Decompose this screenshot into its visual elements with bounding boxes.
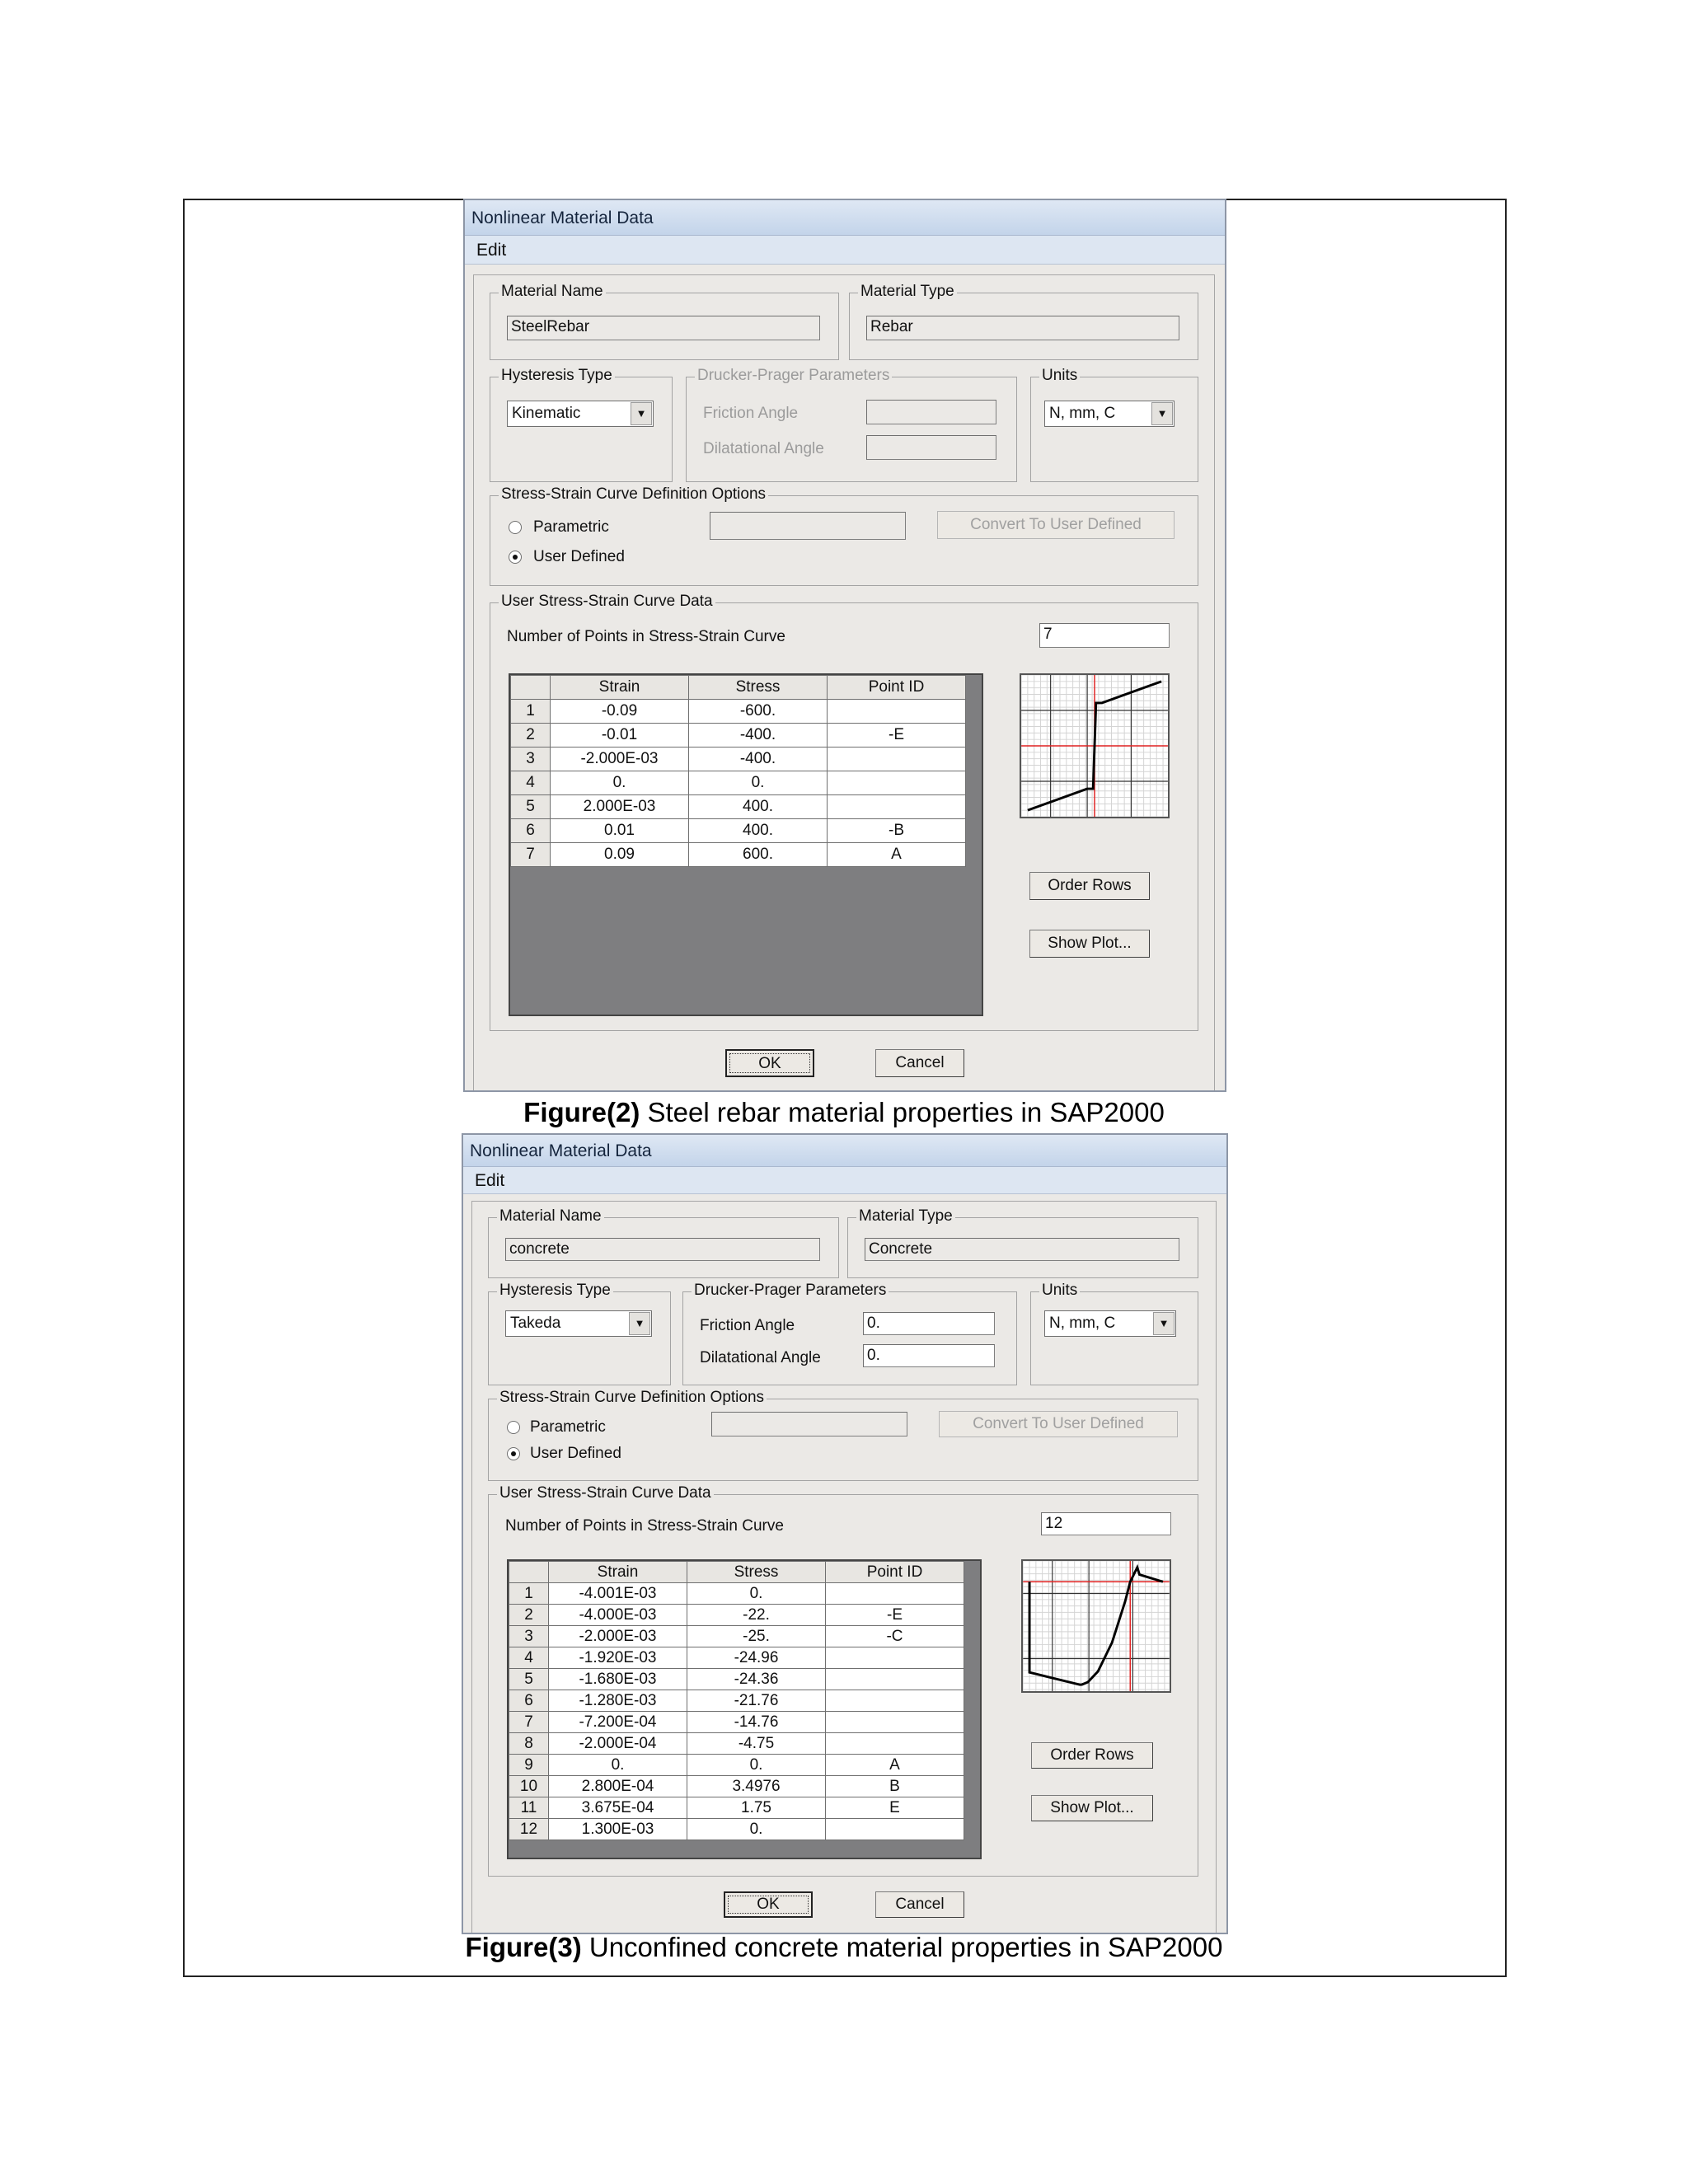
caption-text: Steel rebar material properties in SAP2000: [640, 1097, 1165, 1127]
table-cell[interactable]: -4.75: [687, 1733, 826, 1755]
units-select[interactable]: [1044, 401, 1175, 427]
table-header-row: [509, 1562, 964, 1583]
menu-bar: [463, 1167, 1226, 1194]
chevron-down-icon[interactable]: ▼: [629, 1312, 650, 1335]
material-name-group: [488, 1207, 839, 1278]
row-number-cell: 6: [509, 1690, 549, 1712]
parametric-label: Parametric: [530, 1418, 606, 1436]
chevron-down-icon[interactable]: ▼: [631, 402, 652, 425]
table-cell[interactable]: 1.300E-03: [549, 1819, 687, 1840]
table-header-row: [511, 676, 966, 700]
table-cell[interactable]: A: [826, 1755, 964, 1776]
units-legend: Units: [1039, 367, 1080, 385]
caption-label: Figure(2): [523, 1097, 640, 1127]
table-cell[interactable]: -1.680E-03: [549, 1669, 687, 1690]
table-cell[interactable]: 0.: [687, 1819, 826, 1840]
table-cell[interactable]: -25.: [687, 1626, 826, 1647]
table-row[interactable]: [511, 724, 966, 748]
hysteresis-legend: Hysteresis Type: [499, 367, 615, 385]
column-header: Stress: [687, 1562, 826, 1583]
material-type-legend: Material Type: [858, 283, 957, 301]
table-cell[interactable]: -600.: [689, 700, 828, 724]
material-name-field[interactable]: SteelRebar: [507, 316, 820, 340]
table-cell[interactable]: -2.000E-04: [549, 1733, 687, 1755]
row-number-cell: 4: [509, 1647, 549, 1669]
row-number-cell: 6: [511, 819, 551, 843]
table-cell[interactable]: [826, 1583, 964, 1605]
friction-angle-field[interactable]: 0.: [863, 1312, 995, 1335]
table-cell[interactable]: -E: [826, 1605, 964, 1626]
table-cell[interactable]: -21.76: [687, 1690, 826, 1712]
drucker-prager-legend: Drucker-Prager Parameters: [695, 367, 892, 385]
table-cell[interactable]: -400.: [689, 724, 828, 748]
table-cell[interactable]: 0.09: [551, 843, 689, 867]
table-row[interactable]: [509, 1797, 964, 1819]
column-header: Stress: [689, 676, 828, 700]
row-number-cell: 5: [509, 1669, 549, 1690]
dialog-title: Nonlinear Material Data: [470, 1141, 652, 1160]
menu-edit[interactable]: Edit: [475, 1171, 505, 1190]
parametric-field[interactable]: [711, 1412, 907, 1436]
row-number-cell: 8: [509, 1733, 549, 1755]
table-cell[interactable]: [826, 1647, 964, 1669]
units-select[interactable]: [1044, 1310, 1176, 1337]
table-row[interactable]: [509, 1583, 964, 1605]
curve-data-legend: User Stress-Strain Curve Data: [497, 1484, 714, 1502]
table-row[interactable]: [509, 1819, 964, 1840]
dialog-steel-rebar: [463, 199, 1226, 1092]
units-group: [1030, 367, 1198, 482]
row-number-cell: 7: [509, 1712, 549, 1733]
show-plot-button[interactable]: Show Plot...: [1031, 1795, 1153, 1821]
table-cell[interactable]: -2.000E-03: [551, 748, 689, 771]
convert-to-user-defined-button[interactable]: Convert To User Defined: [937, 511, 1175, 539]
friction-angle-label: Friction Angle: [703, 405, 799, 422]
table-cell[interactable]: 0.: [689, 771, 828, 795]
table-cell[interactable]: [826, 1819, 964, 1840]
cancel-button[interactable]: Cancel: [875, 1049, 964, 1077]
row-number-cell: 1: [509, 1583, 549, 1605]
material-type-group: [847, 1207, 1198, 1278]
table-row[interactable]: [511, 795, 966, 819]
order-rows-button[interactable]: Order Rows: [1029, 872, 1150, 900]
dilatational-angle-field[interactable]: [866, 435, 996, 460]
units-value: N, mm, C: [1049, 1315, 1116, 1332]
table-cell[interactable]: 3.4976: [687, 1776, 826, 1797]
table-cell[interactable]: 400.: [689, 795, 828, 819]
units-legend: Units: [1039, 1282, 1080, 1300]
table-cell[interactable]: -E: [828, 724, 966, 748]
row-number-cell: 3: [511, 748, 551, 771]
parametric-radio[interactable]: [507, 1421, 520, 1434]
material-type-field[interactable]: Concrete: [865, 1238, 1179, 1261]
row-number-cell: 12: [509, 1819, 549, 1840]
dilatational-angle-label: Dilatational Angle: [700, 1349, 821, 1366]
material-type-field[interactable]: Rebar: [866, 316, 1179, 340]
table-corner-cell: [509, 1562, 549, 1583]
table-cell[interactable]: 2.000E-03: [551, 795, 689, 819]
table-cell[interactable]: 0.: [687, 1583, 826, 1605]
row-number-cell: 4: [511, 771, 551, 795]
table-cell[interactable]: [828, 748, 966, 771]
stress-strain-curve: [1029, 1568, 1163, 1685]
curve-options-group: [488, 1389, 1198, 1481]
row-number-cell: 9: [509, 1755, 549, 1776]
chevron-down-icon[interactable]: ▼: [1153, 1312, 1175, 1335]
table-cell[interactable]: [828, 795, 966, 819]
dialog-title: Nonlinear Material Data: [471, 209, 654, 227]
material-name-field[interactable]: concrete: [505, 1238, 820, 1261]
table-cell[interactable]: B: [826, 1776, 964, 1797]
table-cell[interactable]: 0.: [549, 1755, 687, 1776]
row-number-cell: 7: [511, 843, 551, 867]
stress-strain-plot: [1020, 673, 1170, 818]
hysteresis-value: Takeda: [510, 1315, 561, 1332]
menu-edit[interactable]: Edit: [476, 241, 507, 260]
table-cell[interactable]: -B: [828, 819, 966, 843]
material-name-legend: Material Name: [499, 283, 606, 301]
curve-options-group: [490, 485, 1198, 586]
convert-to-user-defined-button[interactable]: Convert To User Defined: [939, 1411, 1178, 1437]
column-header: Point ID: [826, 1562, 964, 1583]
hysteresis-group: [488, 1282, 671, 1385]
points-count-label: Number of Points in Stress-Strain Curve: [507, 628, 785, 645]
curve-data-group: [490, 593, 1198, 1031]
points-count-field[interactable]: 7: [1039, 623, 1170, 648]
hysteresis-value: Kinematic: [512, 405, 581, 422]
table-cell[interactable]: A: [828, 843, 966, 867]
user-defined-label: User Defined: [533, 548, 625, 565]
table-row[interactable]: [509, 1669, 964, 1690]
parametric-radio[interactable]: [509, 521, 522, 534]
table-cell[interactable]: -1.920E-03: [549, 1647, 687, 1669]
table-cell[interactable]: [828, 700, 966, 724]
table-cell[interactable]: -2.000E-03: [549, 1626, 687, 1647]
table-row[interactable]: [509, 1755, 964, 1776]
dilatational-angle-field[interactable]: 0.: [863, 1344, 995, 1367]
dilatational-angle-label: Dilatational Angle: [703, 440, 824, 457]
table-row[interactable]: [511, 843, 966, 867]
table-cell[interactable]: 0.: [551, 771, 689, 795]
caption-label: Figure(3): [465, 1932, 582, 1962]
table-cell[interactable]: [826, 1669, 964, 1690]
user-defined-radio[interactable]: [507, 1447, 520, 1460]
units-group: [1030, 1282, 1198, 1385]
material-name-legend: Material Name: [497, 1207, 604, 1226]
curve-data-group: [488, 1484, 1198, 1877]
table-cell[interactable]: -400.: [689, 748, 828, 771]
table-row[interactable]: [509, 1605, 964, 1626]
table-cell[interactable]: -1.280E-03: [549, 1690, 687, 1712]
table-cell[interactable]: -22.: [687, 1605, 826, 1626]
column-header: Point ID: [828, 676, 966, 700]
parametric-label: Parametric: [533, 518, 609, 536]
table-row[interactable]: [509, 1690, 964, 1712]
table-row[interactable]: [511, 819, 966, 843]
hysteresis-legend: Hysteresis Type: [497, 1282, 613, 1300]
friction-angle-field[interactable]: [866, 400, 996, 424]
drucker-prager-legend: Drucker-Prager Parameters: [692, 1282, 889, 1300]
show-plot-button[interactable]: Show Plot...: [1029, 930, 1150, 958]
ok-button[interactable]: OK: [725, 1049, 814, 1077]
stress-strain-table[interactable]: [509, 673, 983, 1016]
table-cell[interactable]: -0.09: [551, 700, 689, 724]
table-row[interactable]: [509, 1647, 964, 1669]
user-defined-radio[interactable]: [509, 551, 522, 564]
table-cell[interactable]: -0.01: [551, 724, 689, 748]
row-number-cell: 3: [509, 1626, 549, 1647]
friction-angle-label: Friction Angle: [700, 1317, 795, 1334]
table-row[interactable]: [509, 1776, 964, 1797]
table-cell[interactable]: [826, 1690, 964, 1712]
table-corner-cell: [511, 676, 551, 700]
table-row[interactable]: [509, 1626, 964, 1647]
points-count-label: Number of Points in Stress-Strain Curve: [505, 1517, 784, 1535]
drucker-prager-group: [686, 367, 1017, 482]
figure-caption-3: [0, 1932, 1688, 1963]
table-cell[interactable]: [826, 1712, 964, 1733]
hysteresis-select[interactable]: [505, 1310, 652, 1337]
column-header: Strain: [551, 676, 689, 700]
table-cell[interactable]: -14.76: [687, 1712, 826, 1733]
table-cell[interactable]: 1.75: [687, 1797, 826, 1819]
caption-text: Unconfined concrete material properties in SAP2000: [581, 1932, 1223, 1962]
table-cell[interactable]: 600.: [689, 843, 828, 867]
material-type-legend: Material Type: [856, 1207, 955, 1226]
chevron-down-icon[interactable]: ▼: [1151, 402, 1173, 425]
table-cell[interactable]: 2.800E-04: [549, 1776, 687, 1797]
curve-data-legend: User Stress-Strain Curve Data: [499, 593, 715, 611]
dialog-concrete: [462, 1133, 1228, 1934]
stress-strain-plot: [1021, 1559, 1171, 1693]
table-row[interactable]: [511, 700, 966, 724]
table-row[interactable]: [509, 1712, 964, 1733]
table-cell[interactable]: -24.96: [687, 1647, 826, 1669]
ok-button[interactable]: OK: [724, 1891, 813, 1918]
table-cell[interactable]: 3.675E-04: [549, 1797, 687, 1819]
stress-strain-table[interactable]: [507, 1559, 982, 1859]
table-cell[interactable]: [828, 771, 966, 795]
parametric-field[interactable]: [710, 512, 906, 540]
stress-strain-grid: [510, 675, 966, 867]
table-cell[interactable]: -4.000E-03: [549, 1605, 687, 1626]
row-number-cell: 1: [511, 700, 551, 724]
row-number-cell: 2: [511, 724, 551, 748]
title-bar: [465, 200, 1225, 236]
table-cell[interactable]: -4.001E-03: [549, 1583, 687, 1605]
table-cell[interactable]: 400.: [689, 819, 828, 843]
row-number-cell: 11: [509, 1797, 549, 1819]
menu-bar: [465, 236, 1225, 265]
drucker-prager-group: [682, 1282, 1017, 1385]
table-cell[interactable]: [826, 1733, 964, 1755]
cancel-button[interactable]: Cancel: [875, 1891, 964, 1918]
hysteresis-group: [490, 367, 673, 482]
table-cell[interactable]: -24.36: [687, 1669, 826, 1690]
curve-options-legend: Stress-Strain Curve Definition Options: [497, 1389, 767, 1407]
table-row[interactable]: [511, 748, 966, 771]
title-bar: [463, 1135, 1226, 1167]
material-name-group: [490, 283, 839, 360]
table-cell[interactable]: 0.: [687, 1755, 826, 1776]
row-number-cell: 5: [511, 795, 551, 819]
user-defined-label: User Defined: [530, 1445, 621, 1462]
points-count-field[interactable]: 12: [1041, 1512, 1171, 1535]
table-row[interactable]: [509, 1733, 964, 1755]
row-number-cell: 2: [509, 1605, 549, 1626]
order-rows-button[interactable]: Order Rows: [1031, 1742, 1153, 1769]
units-value: N, mm, C: [1049, 405, 1116, 422]
row-number-cell: 10: [509, 1776, 549, 1797]
table-row[interactable]: [511, 771, 966, 795]
stress-strain-grid: [509, 1561, 964, 1840]
table-cell[interactable]: -C: [826, 1626, 964, 1647]
hysteresis-select[interactable]: [507, 401, 654, 427]
table-cell[interactable]: 0.01: [551, 819, 689, 843]
column-header: Strain: [549, 1562, 687, 1583]
figure-caption-2: [0, 1097, 1688, 1128]
table-cell[interactable]: -7.200E-04: [549, 1712, 687, 1733]
material-type-group: [849, 283, 1198, 360]
curve-options-legend: Stress-Strain Curve Definition Options: [499, 485, 768, 504]
table-cell[interactable]: E: [826, 1797, 964, 1819]
